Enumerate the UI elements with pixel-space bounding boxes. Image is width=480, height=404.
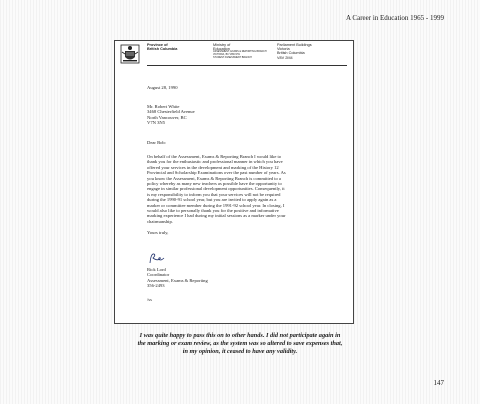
letterhead-province-line: Province of — [147, 43, 168, 47]
body-line: thank you for the enthusiastic and professional manner in which you have — [147, 159, 283, 165]
letterhead-province — [147, 43, 177, 51]
letterhead-province-line: British Columbia — [147, 47, 178, 52]
body-line: policy whereby as many new teachers as possible have the opportunity to — [147, 181, 282, 187]
letterhead-parliament-line: V8V 2M4 — [277, 55, 293, 60]
body-line: offered your services in the development and marking of the History 12 — [147, 164, 279, 170]
page-number: 147 — [433, 379, 444, 387]
letterhead-ministry-line: Ministry of — [213, 43, 231, 47]
address-line: 3468 Chesterfield Avenue — [147, 109, 195, 115]
letterhead-branch-line: STUDENT ASSESSMENT BRANCH — [213, 56, 252, 59]
letter-body — [147, 154, 345, 224]
closing: Yours truly, — [147, 230, 169, 235]
body-line: marking experience I had during my initial sessions as a marker under your — [147, 213, 286, 219]
letter-image — [114, 40, 354, 324]
signature-line: Assessment, Exams & Reporting — [147, 277, 208, 283]
letterhead-branch-line: VICTORIA, BC V8W 9H1 — [213, 53, 240, 57]
letterhead-parliament — [277, 43, 312, 60]
body-line: chairmanship. — [147, 218, 173, 224]
signature-block — [147, 267, 345, 289]
letterhead-branch-line: ASSESSMENT, EXAMS & REPORTING BRANCH — [213, 50, 267, 54]
signature-line: 356-2493 — [147, 283, 165, 289]
caption-line: in my opinion, it ceased to have any validity. — [182, 348, 298, 355]
caption-line: I was quite happy to pass this on to other hands. I did not participate again in — [139, 332, 341, 339]
letterhead-parliament-line: British Columbia — [277, 51, 305, 56]
letterhead-parliament-line: Victoria — [277, 47, 290, 52]
running-head: A Career in Education 1965 - 1999 — [346, 14, 444, 22]
body-line: marker or committee member during the 1991-92 school year. In closing, I — [147, 202, 285, 208]
letterhead-ministry-line: Education — [213, 47, 230, 52]
body-line: you know the Assessment, Exams & Reporting Branch is committed to a — [147, 175, 281, 181]
signature-name: Rick Lord — [147, 267, 166, 272]
body-line: Provincial and Scholarship Examinations over the past number of years. As — [147, 170, 286, 176]
letter-date: August 28, 1990 — [147, 85, 178, 90]
letterhead-ministry — [213, 43, 267, 60]
body-line: would also like to personally thank you for the positive and informative — [147, 208, 279, 214]
handwritten-signature — [148, 251, 166, 265]
address-line: North Vancouver, BC — [147, 114, 187, 120]
body-line: during the 1990-91 school year, but you are invited to apply again as a — [147, 197, 277, 203]
address-line: V7N 3N5 — [147, 120, 165, 126]
bc-coat-of-arms-icon — [120, 44, 140, 64]
typist-initials: /ss — [147, 297, 152, 302]
letterhead-parliament-line: Parliament Buildings — [277, 43, 312, 47]
body-line: is my responsibility to inform you that your services will not be required — [147, 191, 281, 197]
body-line: engage in similar professional development opportunities. Consequently, it — [147, 186, 285, 192]
caption-line: the marking or exam review, as the system was so altered to save expenses that, — [137, 340, 343, 347]
address-line: Mr. Robert White — [147, 104, 180, 109]
letterhead-rule — [147, 65, 347, 66]
signature-line: Coordinator — [147, 272, 170, 278]
recipient-address — [147, 104, 345, 126]
body-line: On behalf of the Assessment, Exams & Reporting Branch I would like to — [147, 154, 282, 159]
salutation: Dear Bob: — [147, 140, 167, 145]
photo-caption — [0, 332, 480, 356]
